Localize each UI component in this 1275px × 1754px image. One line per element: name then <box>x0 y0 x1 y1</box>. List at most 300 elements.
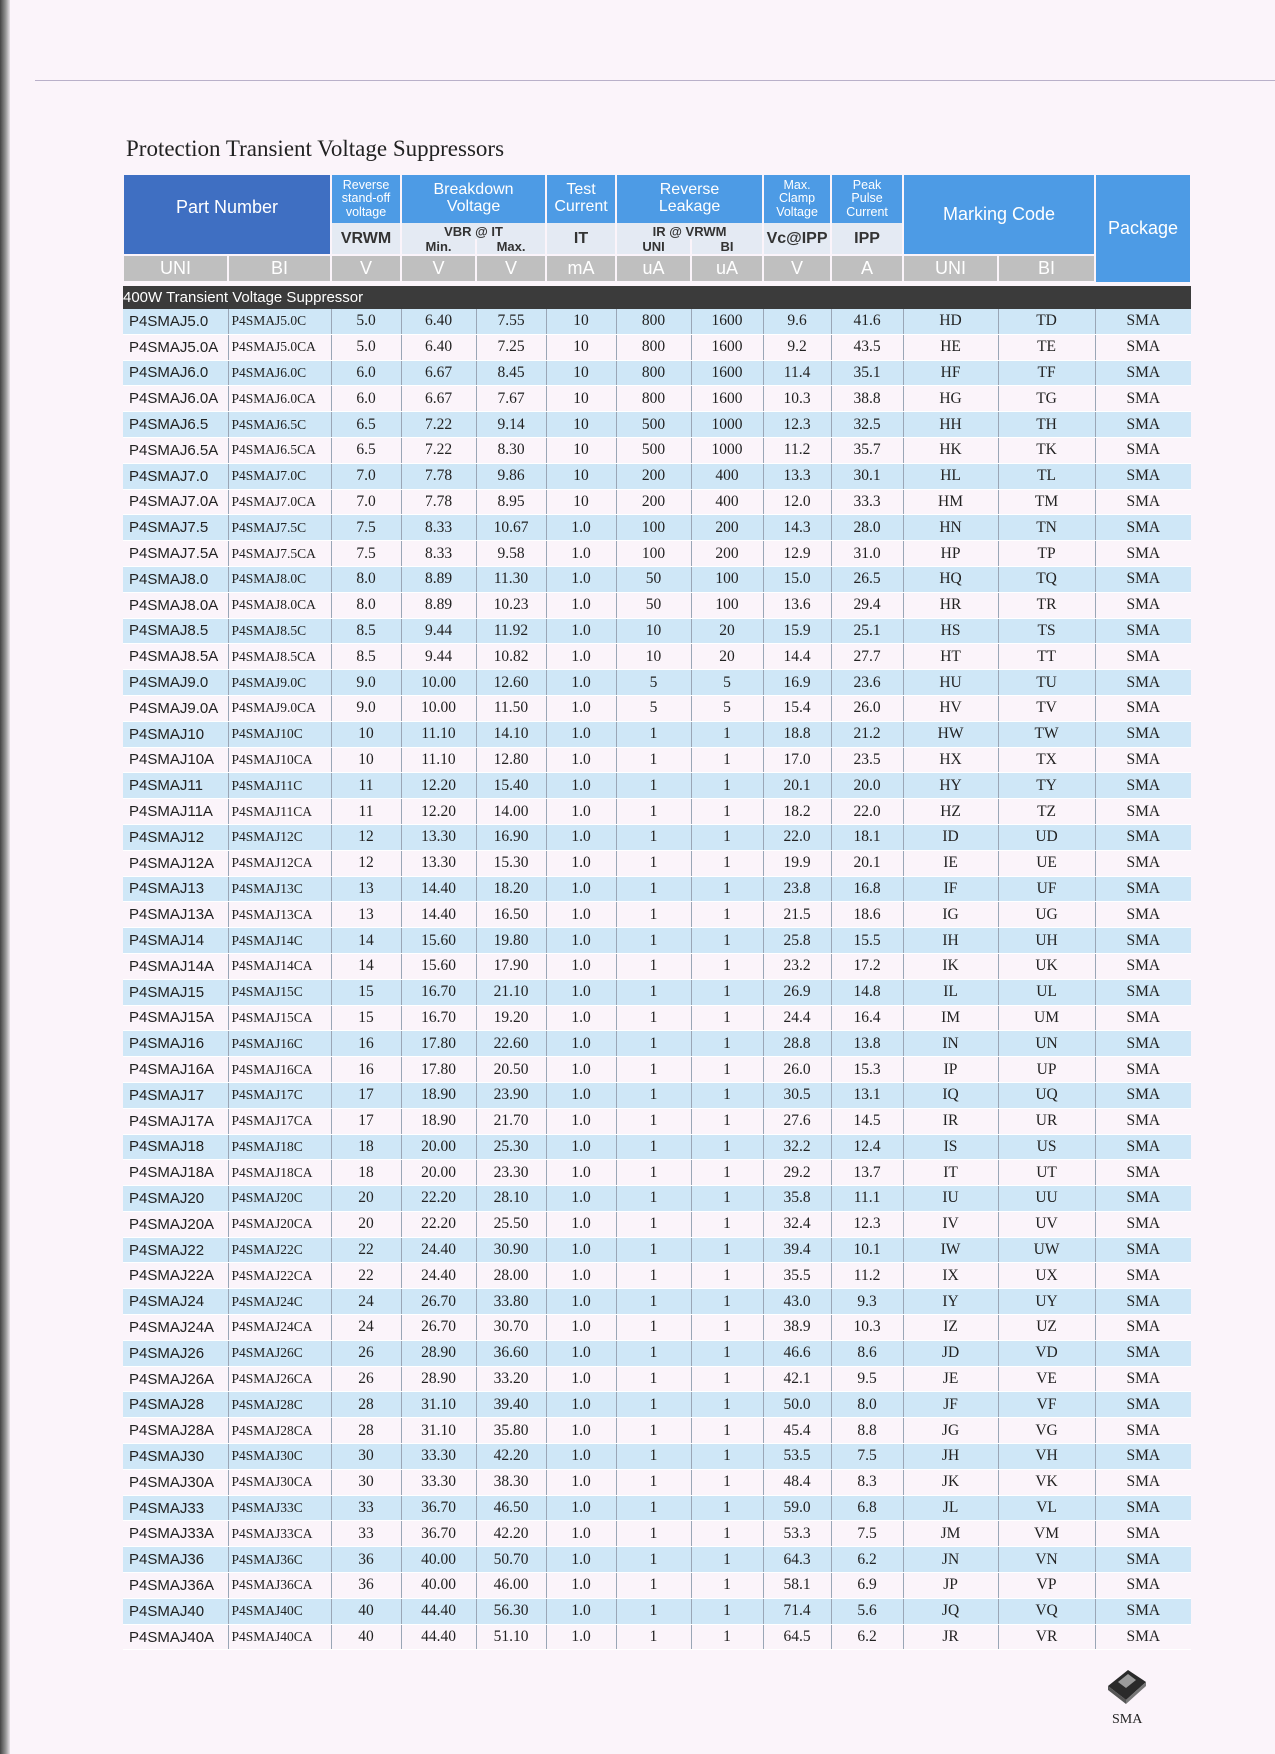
cell-mark-bi: VM <box>998 1521 1095 1547</box>
cell-vbr-max: 8.45 <box>476 360 546 386</box>
cell-mark-uni: HM <box>903 489 998 515</box>
cell-vbr-max: 10.23 <box>476 592 546 618</box>
cell-part-uni: P4SMAJ7.0 <box>123 463 228 489</box>
cell-test-current: 1.0 <box>546 1108 616 1134</box>
cell-mark-uni: HT <box>903 644 998 670</box>
cell-ir-bi: 1 <box>691 1340 763 1366</box>
package-header: Package <box>1095 175 1191 282</box>
cell-vc: 19.9 <box>763 850 831 876</box>
cell-test-current: 1.0 <box>546 695 616 721</box>
cell-ipp: 15.5 <box>831 928 903 954</box>
cell-mark-uni: HV <box>903 695 998 721</box>
table-row <box>123 566 1191 592</box>
cell-mark-uni: IU <box>903 1186 998 1212</box>
cell-ir-uni: 1 <box>616 799 691 825</box>
cell-vc: 35.8 <box>763 1186 831 1212</box>
cell-vbr-max: 39.40 <box>476 1392 546 1418</box>
cell-ir-uni: 1 <box>616 1057 691 1083</box>
cell-part-bi: P4SMAJ30CA <box>228 1469 331 1495</box>
cell-vrwm: 8.5 <box>331 618 401 644</box>
cell-part-bi: P4SMAJ33CA <box>228 1521 331 1547</box>
cell-vbr-max: 8.95 <box>476 489 546 515</box>
cell-vbr-min: 6.67 <box>401 386 476 412</box>
cell-vrwm: 8.5 <box>331 644 401 670</box>
cell-mark-uni: HE <box>903 334 998 360</box>
cell-vrwm: 30 <box>331 1469 401 1495</box>
cell-package: SMA <box>1095 309 1191 334</box>
cell-mark-uni: HQ <box>903 566 998 592</box>
cell-mark-bi: TK <box>998 437 1095 463</box>
cell-ir-uni: 1 <box>616 773 691 799</box>
cell-vbr-max: 12.80 <box>476 747 546 773</box>
cell-part-uni: P4SMAJ5.0A <box>123 334 228 360</box>
cell-mark-bi: VL <box>998 1495 1095 1521</box>
cell-vrwm: 6.5 <box>331 437 401 463</box>
cell-vbr-max: 33.80 <box>476 1289 546 1315</box>
table-row <box>123 386 1191 412</box>
cell-mark-uni: IR <box>903 1108 998 1134</box>
cell-part-uni: P4SMAJ30A <box>123 1469 228 1495</box>
cell-test-current: 1.0 <box>546 541 616 567</box>
cell-ir-bi: 1600 <box>691 360 763 386</box>
cell-vbr-max: 50.70 <box>476 1547 546 1573</box>
cell-vbr-min: 8.89 <box>401 592 476 618</box>
cell-part-bi: P4SMAJ28CA <box>228 1418 331 1444</box>
cell-ir-bi: 1 <box>691 1315 763 1341</box>
cell-vbr-min: 9.44 <box>401 644 476 670</box>
cell-ipp: 41.6 <box>831 309 903 334</box>
cell-vbr-max: 46.50 <box>476 1495 546 1521</box>
cell-mark-bi: TP <box>998 541 1095 567</box>
cell-vbr-min: 40.00 <box>401 1547 476 1573</box>
cell-ir-bi: 1 <box>691 1211 763 1237</box>
cell-ir-bi: 200 <box>691 515 763 541</box>
cell-mark-uni: HN <box>903 515 998 541</box>
cell-vbr-min: 6.40 <box>401 334 476 360</box>
cell-mark-bi: TY <box>998 773 1095 799</box>
cell-test-current: 1.0 <box>546 902 616 928</box>
cell-ir-bi: 1 <box>691 979 763 1005</box>
cell-vc: 42.1 <box>763 1366 831 1392</box>
unit-vbr-max: V <box>476 255 546 282</box>
cell-ipp: 6.9 <box>831 1573 903 1599</box>
cell-part-uni: P4SMAJ8.0A <box>123 592 228 618</box>
cell-mark-bi: VF <box>998 1392 1095 1418</box>
cell-ipp: 32.5 <box>831 412 903 438</box>
cell-part-uni: P4SMAJ40 <box>123 1598 228 1624</box>
leakage-symbol: IR @ VRWM <box>616 223 763 239</box>
cell-mark-bi: TN <box>998 515 1095 541</box>
cell-vc: 9.2 <box>763 334 831 360</box>
cell-mark-bi: VE <box>998 1366 1095 1392</box>
cell-vbr-min: 24.40 <box>401 1237 476 1263</box>
cell-vbr-max: 28.00 <box>476 1263 546 1289</box>
cell-vc: 20.1 <box>763 773 831 799</box>
cell-vbr-min: 11.10 <box>401 721 476 747</box>
cell-vrwm: 10 <box>331 747 401 773</box>
table-row <box>123 541 1191 567</box>
cell-ir-uni: 500 <box>616 412 691 438</box>
cell-package: SMA <box>1095 515 1191 541</box>
cell-vrwm: 15 <box>331 1005 401 1031</box>
cell-part-uni: P4SMAJ7.5 <box>123 515 228 541</box>
cell-mark-uni: IP <box>903 1057 998 1083</box>
cell-mark-uni: HY <box>903 773 998 799</box>
cell-vbr-max: 9.86 <box>476 463 546 489</box>
cell-ipp: 22.0 <box>831 799 903 825</box>
cell-mark-uni: HL <box>903 463 998 489</box>
table-row <box>123 850 1191 876</box>
cell-test-current: 1.0 <box>546 1134 616 1160</box>
cell-mark-bi: UQ <box>998 1082 1095 1108</box>
cell-package: SMA <box>1095 1444 1191 1470</box>
cell-ir-bi: 1 <box>691 953 763 979</box>
cell-part-bi: P4SMAJ26CA <box>228 1366 331 1392</box>
cell-part-bi: P4SMAJ28C <box>228 1392 331 1418</box>
cell-mark-uni: HP <box>903 541 998 567</box>
part-number-filler <box>123 239 331 255</box>
cell-vbr-min: 40.00 <box>401 1573 476 1599</box>
cell-test-current: 1.0 <box>546 644 616 670</box>
cell-ipp: 9.3 <box>831 1289 903 1315</box>
cell-package: SMA <box>1095 1289 1191 1315</box>
sma-package-icon <box>1104 1664 1150 1708</box>
cell-test-current: 1.0 <box>546 1237 616 1263</box>
cell-part-bi: P4SMAJ5.0CA <box>228 334 331 360</box>
cell-part-uni: P4SMAJ6.0 <box>123 360 228 386</box>
cell-mark-uni: IE <box>903 850 998 876</box>
cell-ir-bi: 1 <box>691 1547 763 1573</box>
cell-ir-bi: 1 <box>691 1031 763 1057</box>
cell-part-bi: P4SMAJ40C <box>228 1598 331 1624</box>
cell-vrwm: 6.5 <box>331 412 401 438</box>
cell-vc: 12.0 <box>763 489 831 515</box>
cell-ipp: 5.6 <box>831 1598 903 1624</box>
cell-ir-uni: 1 <box>616 876 691 902</box>
cell-ir-uni: 1 <box>616 1521 691 1547</box>
cell-package: SMA <box>1095 1186 1191 1212</box>
cell-vbr-max: 21.10 <box>476 979 546 1005</box>
cell-part-uni: P4SMAJ5.0 <box>123 309 228 334</box>
cell-vc: 71.4 <box>763 1598 831 1624</box>
cell-test-current: 1.0 <box>546 1031 616 1057</box>
cell-part-uni: P4SMAJ10A <box>123 747 228 773</box>
cell-mark-bi: TQ <box>998 566 1095 592</box>
cell-vbr-max: 15.40 <box>476 773 546 799</box>
cell-vc: 14.3 <box>763 515 831 541</box>
cell-vc: 26.9 <box>763 979 831 1005</box>
cell-part-bi: P4SMAJ10C <box>228 721 331 747</box>
table-row <box>123 1237 1191 1263</box>
cell-vbr-min: 10.00 <box>401 695 476 721</box>
cell-package: SMA <box>1095 670 1191 696</box>
cell-mark-bi: TX <box>998 747 1095 773</box>
cell-package: SMA <box>1095 747 1191 773</box>
cell-part-bi: P4SMAJ6.5CA <box>228 437 331 463</box>
cell-mark-bi: VN <box>998 1547 1095 1573</box>
cell-vbr-max: 25.30 <box>476 1134 546 1160</box>
cell-vrwm: 20 <box>331 1186 401 1212</box>
cell-ipp: 14.5 <box>831 1108 903 1134</box>
cell-package: SMA <box>1095 1082 1191 1108</box>
cell-vrwm: 14 <box>331 928 401 954</box>
cell-test-current: 1.0 <box>546 1315 616 1341</box>
cell-mark-bi: VG <box>998 1418 1095 1444</box>
cell-part-uni: P4SMAJ20 <box>123 1186 228 1212</box>
cell-ir-uni: 500 <box>616 437 691 463</box>
cell-vbr-max: 30.90 <box>476 1237 546 1263</box>
cell-vrwm: 5.0 <box>331 334 401 360</box>
cell-part-bi: P4SMAJ14CA <box>228 953 331 979</box>
unit-mark-uni: UNI <box>903 255 998 282</box>
cell-part-uni: P4SMAJ22 <box>123 1237 228 1263</box>
cell-package: SMA <box>1095 1547 1191 1573</box>
cell-vbr-min: 17.80 <box>401 1057 476 1083</box>
cell-package: SMA <box>1095 773 1191 799</box>
cell-part-uni: P4SMAJ8.5A <box>123 644 228 670</box>
cell-part-uni: P4SMAJ36 <box>123 1547 228 1573</box>
cell-ir-uni: 1 <box>616 928 691 954</box>
cell-mark-uni: HU <box>903 670 998 696</box>
cell-mark-bi: VD <box>998 1340 1095 1366</box>
cell-package: SMA <box>1095 463 1191 489</box>
cell-vbr-min: 18.90 <box>401 1082 476 1108</box>
cell-package: SMA <box>1095 1521 1191 1547</box>
cell-ir-uni: 1 <box>616 1160 691 1186</box>
cell-ir-bi: 1 <box>691 1057 763 1083</box>
cell-ipp: 18.6 <box>831 902 903 928</box>
table-row <box>123 360 1191 386</box>
cell-ipp: 8.6 <box>831 1340 903 1366</box>
cell-mark-bi: TL <box>998 463 1095 489</box>
cell-part-uni: P4SMAJ28 <box>123 1392 228 1418</box>
cell-package: SMA <box>1095 979 1191 1005</box>
cell-vrwm: 6.0 <box>331 360 401 386</box>
cell-test-current: 1.0 <box>546 1082 616 1108</box>
cell-vc: 14.4 <box>763 644 831 670</box>
cell-ipp: 7.5 <box>831 1444 903 1470</box>
cell-ipp: 8.0 <box>831 1392 903 1418</box>
cell-vbr-min: 22.20 <box>401 1211 476 1237</box>
cell-ipp: 11.1 <box>831 1186 903 1212</box>
cell-package: SMA <box>1095 1495 1191 1521</box>
cell-ir-bi: 1000 <box>691 412 763 438</box>
cell-ir-bi: 1 <box>691 1469 763 1495</box>
table-row <box>123 1031 1191 1057</box>
cell-mark-uni: JR <box>903 1624 998 1650</box>
cell-mark-bi: UD <box>998 824 1095 850</box>
cell-part-uni: P4SMAJ15A <box>123 1005 228 1031</box>
cell-ir-bi: 1 <box>691 1598 763 1624</box>
cell-package: SMA <box>1095 1573 1191 1599</box>
cell-vrwm: 16 <box>331 1057 401 1083</box>
cell-vrwm: 18 <box>331 1160 401 1186</box>
cell-part-uni: P4SMAJ6.5 <box>123 412 228 438</box>
table-row <box>123 463 1191 489</box>
cell-package: SMA <box>1095 824 1191 850</box>
cell-ir-bi: 1 <box>691 1263 763 1289</box>
cell-part-bi: P4SMAJ26C <box>228 1340 331 1366</box>
cell-vc: 29.2 <box>763 1160 831 1186</box>
cell-part-uni: P4SMAJ13A <box>123 902 228 928</box>
cell-ir-bi: 1 <box>691 773 763 799</box>
cell-test-current: 1.0 <box>546 747 616 773</box>
cell-part-bi: P4SMAJ6.5C <box>228 412 331 438</box>
cell-part-bi: P4SMAJ7.5C <box>228 515 331 541</box>
cell-package: SMA <box>1095 1418 1191 1444</box>
cell-part-bi: P4SMAJ16C <box>228 1031 331 1057</box>
cell-mark-uni: HS <box>903 618 998 644</box>
cell-mark-bi: VP <box>998 1573 1095 1599</box>
cell-ir-bi: 1 <box>691 1082 763 1108</box>
cell-vbr-min: 12.20 <box>401 773 476 799</box>
cell-vrwm: 20 <box>331 1211 401 1237</box>
cell-mark-uni: IZ <box>903 1315 998 1341</box>
cell-vrwm: 33 <box>331 1495 401 1521</box>
cell-ir-bi: 1000 <box>691 437 763 463</box>
cell-part-uni: P4SMAJ14 <box>123 928 228 954</box>
table-row <box>123 1134 1191 1160</box>
cell-mark-uni: JK <box>903 1469 998 1495</box>
table-row <box>123 644 1191 670</box>
cell-test-current: 1.0 <box>546 1289 616 1315</box>
cell-test-current: 1.0 <box>546 592 616 618</box>
cell-vc: 53.3 <box>763 1521 831 1547</box>
cell-vc: 59.0 <box>763 1495 831 1521</box>
cell-vc: 10.3 <box>763 386 831 412</box>
cell-part-uni: P4SMAJ40A <box>123 1624 228 1650</box>
cell-ir-bi: 1 <box>691 799 763 825</box>
cell-part-bi: P4SMAJ24CA <box>228 1315 331 1341</box>
cell-ir-bi: 1 <box>691 902 763 928</box>
standoff-symbol: VRWM <box>331 223 401 255</box>
cell-mark-bi: UZ <box>998 1315 1095 1341</box>
cell-test-current: 1.0 <box>546 876 616 902</box>
cell-part-uni: P4SMAJ12A <box>123 850 228 876</box>
cell-ir-uni: 1 <box>616 1263 691 1289</box>
cell-test-current: 1.0 <box>546 1495 616 1521</box>
cell-ir-uni: 1 <box>616 1315 691 1341</box>
cell-part-uni: P4SMAJ18 <box>123 1134 228 1160</box>
cell-vbr-min: 17.80 <box>401 1031 476 1057</box>
cell-mark-bi: VR <box>998 1624 1095 1650</box>
cell-part-uni: P4SMAJ12 <box>123 824 228 850</box>
cell-vbr-max: 36.60 <box>476 1340 546 1366</box>
cell-part-bi: P4SMAJ8.0C <box>228 566 331 592</box>
cell-part-bi: P4SMAJ13C <box>228 876 331 902</box>
cell-package: SMA <box>1095 334 1191 360</box>
cell-vbr-max: 10.67 <box>476 515 546 541</box>
cell-package: SMA <box>1095 850 1191 876</box>
cell-ir-uni: 1 <box>616 1211 691 1237</box>
cell-ir-uni: 200 <box>616 463 691 489</box>
cell-vrwm: 17 <box>331 1108 401 1134</box>
cell-vbr-max: 21.70 <box>476 1108 546 1134</box>
unit-mark-bi: BI <box>998 255 1095 282</box>
cell-vbr-min: 33.30 <box>401 1444 476 1470</box>
cell-mark-uni: IL <box>903 979 998 1005</box>
cell-ir-bi: 1 <box>691 824 763 850</box>
cell-ir-bi: 1 <box>691 1521 763 1547</box>
cell-vbr-max: 42.20 <box>476 1521 546 1547</box>
cell-ir-bi: 100 <box>691 592 763 618</box>
cell-vrwm: 8.0 <box>331 592 401 618</box>
cell-vbr-max: 11.50 <box>476 695 546 721</box>
cell-ir-uni: 5 <box>616 695 691 721</box>
cell-test-current: 1.0 <box>546 618 616 644</box>
table-row <box>123 1366 1191 1392</box>
cell-ir-uni: 800 <box>616 386 691 412</box>
cell-mark-uni: IS <box>903 1134 998 1160</box>
cell-test-current: 10 <box>546 386 616 412</box>
cell-mark-bi: UV <box>998 1211 1095 1237</box>
table-row <box>123 1418 1191 1444</box>
table-row <box>123 1547 1191 1573</box>
cell-vc: 9.6 <box>763 309 831 334</box>
table-row <box>123 618 1191 644</box>
breakdown-header: Breakdown Voltage <box>401 175 546 223</box>
cell-vbr-min: 15.60 <box>401 928 476 954</box>
cell-vc: 64.5 <box>763 1624 831 1650</box>
cell-package: SMA <box>1095 1624 1191 1650</box>
cell-vbr-min: 8.33 <box>401 515 476 541</box>
cell-part-bi: P4SMAJ8.5C <box>228 618 331 644</box>
cell-vbr-min: 31.10 <box>401 1392 476 1418</box>
cell-vbr-max: 56.30 <box>476 1598 546 1624</box>
cell-mark-uni: HR <box>903 592 998 618</box>
cell-package: SMA <box>1095 386 1191 412</box>
cell-part-uni: P4SMAJ13 <box>123 876 228 902</box>
table-row <box>123 592 1191 618</box>
table-row <box>123 1392 1191 1418</box>
cell-vc: 43.0 <box>763 1289 831 1315</box>
cell-vbr-min: 16.70 <box>401 1005 476 1031</box>
unit-ir-bi: uA <box>691 255 763 282</box>
cell-test-current: 1.0 <box>546 953 616 979</box>
binder-edge <box>0 0 10 1754</box>
cell-part-uni: P4SMAJ6.5A <box>123 437 228 463</box>
leak-bi-header: BI <box>691 239 763 255</box>
cell-ir-bi: 1600 <box>691 386 763 412</box>
cell-part-uni: P4SMAJ14A <box>123 953 228 979</box>
cell-part-uni: P4SMAJ7.0A <box>123 489 228 515</box>
cell-test-current: 1.0 <box>546 1547 616 1573</box>
cell-part-uni: P4SMAJ10 <box>123 721 228 747</box>
unit-vrwm: V <box>331 255 401 282</box>
table-row <box>123 928 1191 954</box>
cell-part-uni: P4SMAJ33 <box>123 1495 228 1521</box>
cell-vrwm: 5.0 <box>331 309 401 334</box>
cell-vc: 35.5 <box>763 1263 831 1289</box>
cell-part-bi: P4SMAJ6.0CA <box>228 386 331 412</box>
cell-vrwm: 11 <box>331 773 401 799</box>
cell-part-uni: P4SMAJ7.5A <box>123 541 228 567</box>
cell-mark-bi: UM <box>998 1005 1095 1031</box>
table-row <box>123 1005 1191 1031</box>
table-row <box>123 695 1191 721</box>
cell-vrwm: 11 <box>331 799 401 825</box>
cell-vrwm: 12 <box>331 850 401 876</box>
cell-package: SMA <box>1095 1237 1191 1263</box>
cell-test-current: 1.0 <box>546 1624 616 1650</box>
cell-ir-uni: 1 <box>616 1108 691 1134</box>
cell-test-current: 1.0 <box>546 721 616 747</box>
units-row <box>123 255 1191 282</box>
cell-mark-uni: IN <box>903 1031 998 1057</box>
cell-mark-bi: TM <box>998 489 1095 515</box>
cell-package: SMA <box>1095 1263 1191 1289</box>
cell-vc: 38.9 <box>763 1315 831 1341</box>
